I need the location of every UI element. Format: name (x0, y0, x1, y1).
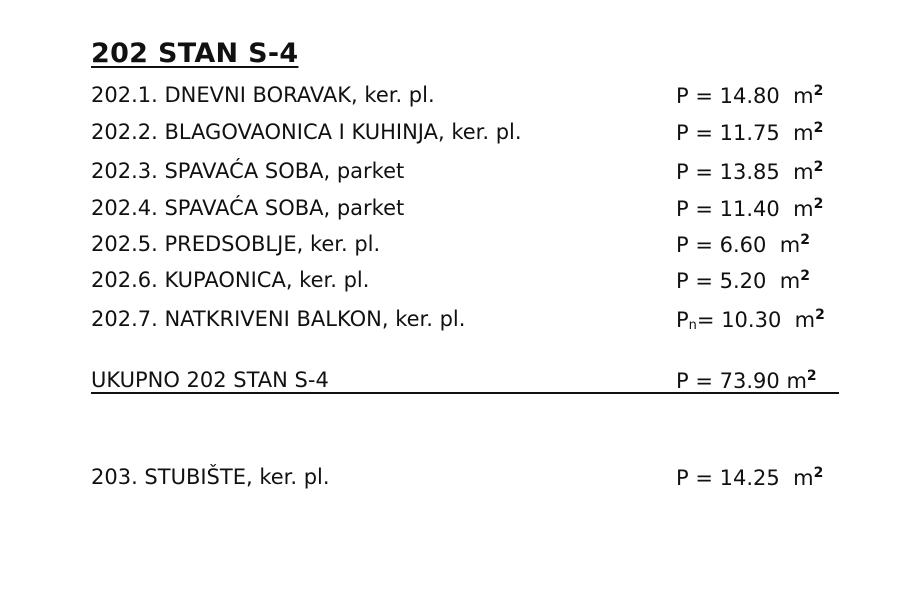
room-label: 202.2. BLAGOVAONICA I KUHINJA, ker. pl. (91, 120, 522, 144)
room-area: P = 13.85 $m^2$ (676, 159, 824, 184)
stairs-row (91, 465, 851, 495)
section-heading: 202 STAN S-4 (91, 38, 299, 69)
room-label: 202.5. PREDSOBLJE, ker. pl. (91, 232, 381, 256)
room-area: P = 11.40 $m^2$ (676, 196, 824, 221)
room-row (91, 159, 851, 189)
stairs-label: 203. STUBIŠTE, ker. pl. (91, 465, 330, 489)
room-label: 202.7. NATKRIVENI BALKON, ker. pl. (91, 307, 466, 331)
room-area: P = 6.60 $m^2$ (676, 232, 810, 257)
room-row (91, 268, 851, 298)
room-label: 202.6. KUPAONICA, ker. pl. (91, 268, 370, 292)
total-area: P = 73.90 $m^2$ (676, 368, 817, 393)
room-area: P = 5.20 $m^2$ (676, 268, 810, 293)
room-row (91, 232, 851, 262)
total-underline (91, 392, 839, 394)
room-row (91, 120, 851, 150)
room-row (91, 307, 851, 337)
room-area: $P_n= 10.30$ $m^2$ (676, 307, 825, 333)
room-area: P = 11.75 $m^2$ (676, 120, 824, 145)
total-label: UKUPNO 202 STAN S-4 (91, 368, 329, 392)
room-label: 202.1. DNEVNI BORAVAK, ker. pl. (91, 83, 435, 107)
room-row (91, 196, 851, 226)
room-label: 202.3. SPAVAĆA SOBA, parket (91, 159, 405, 183)
room-label: 202.4. SPAVAĆA SOBA, parket (91, 196, 405, 220)
stairs-area: P = 14.25 $m^2$ (676, 465, 824, 490)
room-area: P = 14.80 $m^2$ (676, 83, 824, 108)
room-row (91, 83, 851, 113)
